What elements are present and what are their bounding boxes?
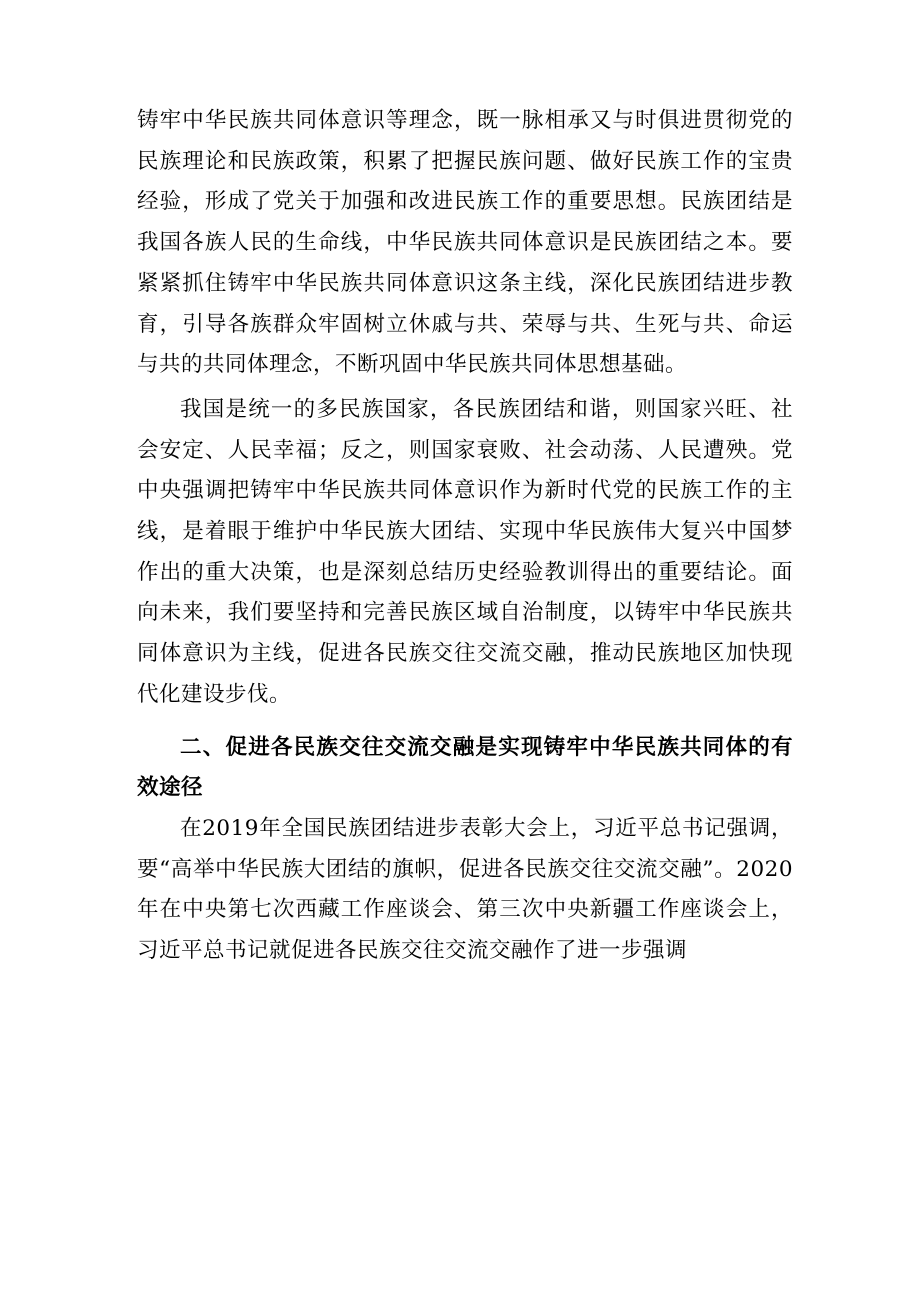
paragraph-2019-conference: 在2019年全国民族团结进步表彰大会上，习近平总书记强调，要“高举中华民族大团结的旗帜，促进各民族交往交流交融”。2020年在中央第七次西藏工作座谈会、第三次中央新疆工作座谈会上，习近平总书记就促进各民族交往交流交融作了进一步强调: [137, 815, 793, 964]
paragraph-unified-nation: 我国是统一的多民族国家，各民族团结和谐，则国家兴旺、社会安定、人民幸福；反之，则国家衰败、社会动荡、人民遭殃。党中央强调把铸牢中华民族共同体意识作为新时代党的民族工作的主线，是着眼于维护中华民族大团结、实现中华民族伟大复兴中国梦作出的重大决策，也是深刻总结历史经验教训得出的重要结论。面向未来，我们要坚持和完善民族区域自治制度，以铸牢中华民族共同体意识为主线，促进各民族交往交流交融，推动民族地区加快现代化建设步伐。: [137, 396, 793, 707]
paragraph-continuation: 铸牢中华民族共同体意识等理念，既一脉相承又与时俱进贯彻党的民族理论和民族政策，积累了把握民族问题、做好民族工作的宝贵经验，形成了党关于加强和改进民族工作的重要思想。民族团结是我国各族人民的生命线，中华民族共同体意识是民族团结之本。要紧紧抓住铸牢中华民族共同体意识这条主线，深化民族团结进步教育，引导各族群众牢固树立休戚与共、荣辱与共、生死与共、命运与共的共同体理念，不断巩固中华民族共同体思想基础。: [137, 108, 793, 378]
document-body: [137, 101, 793, 972]
section-heading: 二、促进各民族交往交流交融是实现铸牢中华民族共同体的有效途径: [137, 734, 793, 801]
